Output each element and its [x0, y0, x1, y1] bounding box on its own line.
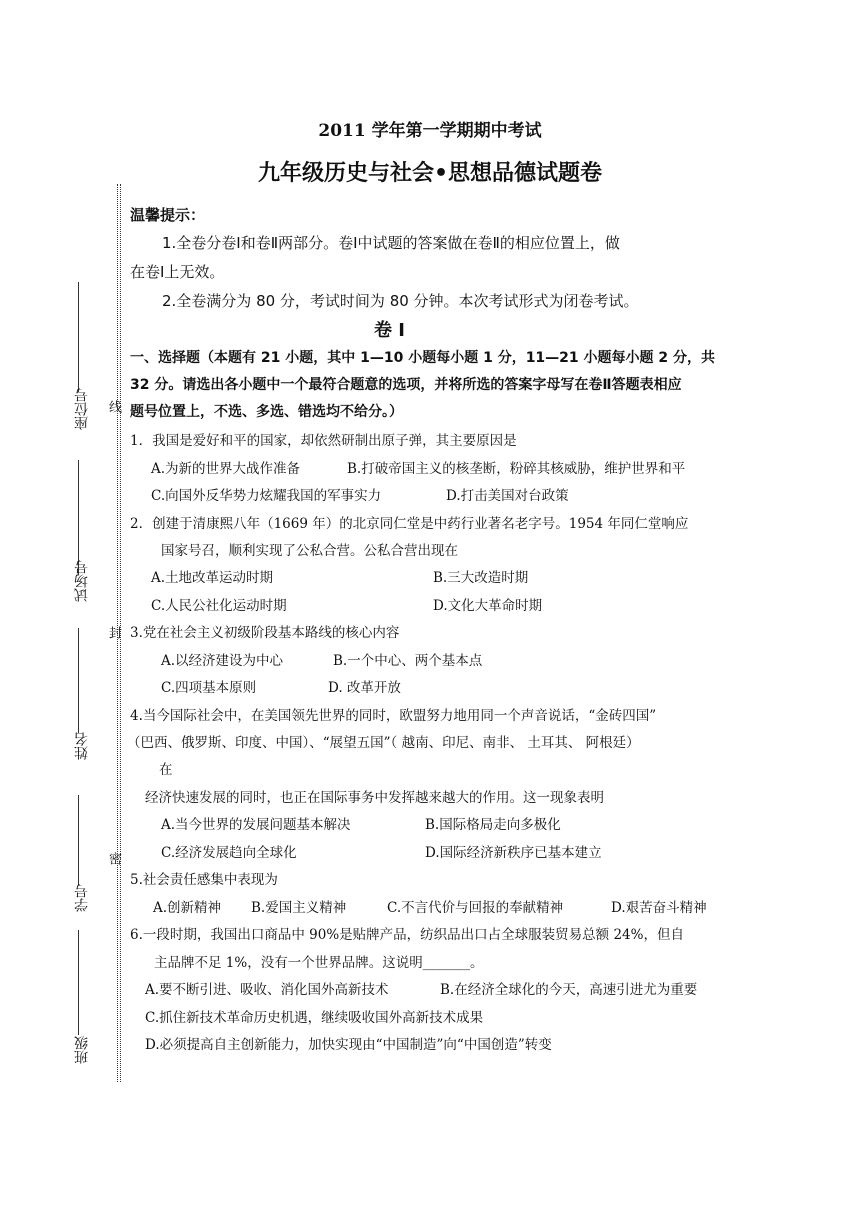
volume-heading: 卷 Ⅰ — [374, 320, 405, 341]
question-3-stem: 3.党在社会主义初级阶段基本路线的核心内容 — [130, 625, 400, 641]
question-4-option-c: C.经济发展趋向全球化 — [161, 845, 297, 861]
seat-number-blank[interactable] — [78, 282, 80, 392]
seat-number-label: 座位号 — [74, 388, 90, 430]
question-2-stem: 2．创建于清康熙八年（1669 年）的北京同仁堂是中药行业著名老字号。1954 年同仁堂响应 — [130, 516, 689, 532]
exam-title: 2011 学年第一学期期中考试 — [318, 121, 542, 141]
question-2-stem-cont: 国家号召，顺利实现了公私合营。公私合营出现在 — [161, 543, 458, 559]
question-3-option-b: B.一个中心、两个基本点 — [333, 653, 483, 669]
section-instructions-line-1: 一、选择题（本题有 21 小题，其中 1—10 小题每小题 1 分，11—21 小题每小题 2 分，共 — [130, 350, 716, 366]
question-6-option-c: C.抓住新技术革命历史机遇，继续吸收国外高新技术成果 — [145, 1010, 484, 1026]
question-1-option-b: B.打破帝国主义的核垄断，粉碎其核威胁，维护世界和平 — [347, 461, 686, 477]
question-6-option-a: A.要不断引进、吸收、消化国外高新技术 — [145, 982, 389, 998]
question-3-option-a: A.以经济建设为中心 — [161, 653, 284, 669]
question-4-option-a: A.当今世界的发展问题基本解决 — [161, 817, 351, 833]
binding-mark-seal: 封 — [106, 626, 121, 639]
notice-item-1-cont: 在卷Ⅰ上无效。 — [130, 263, 225, 281]
question-2-option-b: B.三大改造时期 — [433, 570, 529, 586]
room-number-blank[interactable] — [78, 460, 80, 575]
question-3-option-c: C.四项基本原则 — [161, 680, 257, 696]
question-5-option-c: C.不言代价与回报的奉献精神 — [387, 900, 564, 916]
question-4-stem: 4.当今国际社会中，在美国领先世界的同时，欧盟努力地用同一个声音说话，“金砖四国” — [130, 708, 657, 724]
question-6-stem-cont: 主品牌不足 1%，没有一个世界品牌。这说明_______。 — [154, 955, 484, 971]
paper-subtitle: 九年级历史与社会•思想品德试题卷 — [257, 161, 603, 186]
section-instructions-line-2: 32 分。请选出各小题中一个最符合题意的选项，并将所选的答案字母写在卷Ⅱ答题表相应 — [130, 377, 682, 393]
question-5-option-d: D.艰苦奋斗精神 — [611, 900, 707, 916]
question-4-option-b: B.国际格局走向多极化 — [425, 817, 561, 833]
question-4-stem-cont-2: 在 — [159, 762, 173, 778]
question-2-option-d: D.文化大革命时期 — [433, 598, 543, 614]
section-instructions-line-3: 题号位置上，不选、多选、错选均不给分。） — [130, 404, 403, 420]
question-4-stem-cont-3: 经济快速发展的同时，也正在国际事务中发挥越来越大的作用。这一现象表明 — [145, 790, 604, 806]
name-label: 姓名 — [74, 732, 90, 760]
question-4-option-d: D.国际经济新秩序已基本建立 — [425, 845, 602, 861]
question-3-option-d: D. 改革开放 — [328, 680, 401, 696]
question-2-option-a: A.土地改革运动时期 — [151, 570, 274, 586]
notice-item-2: 2.全卷满分为 80 分，考试时间为 80 分钟。本次考试形式为闭卷考试。 — [162, 292, 639, 310]
binding-mark-line: 线 — [106, 400, 121, 413]
question-6-stem: 6.一段时期，我国出口商品中 90%是贴牌产品，纺织品出口占全球服装贸易总额 24%，但自 — [130, 927, 684, 943]
class-label: 班级 — [74, 1036, 90, 1064]
question-1-stem: 1．我国是爱好和平的国家，却依然研制出原子弹，其主要原因是 — [130, 433, 517, 449]
student-id-label: 学号 — [74, 884, 90, 912]
question-6-option-d: D.必须提高自主创新能力，加快实现由“中国制造”向“中国创造”转变 — [145, 1037, 552, 1053]
question-4-stem-cont-1: （巴西、俄罗斯、印度、中国）、“展望五国”（ 越南、印尼、南非、 土耳其、 阿根廷） — [127, 735, 640, 751]
question-1-option-d: D.打击美国对台政策 — [446, 488, 569, 504]
name-blank[interactable] — [78, 628, 80, 733]
question-5-option-b: B.爱国主义精神 — [251, 900, 347, 916]
room-number-label: 试场号 — [74, 560, 90, 602]
notice-heading: 温馨提示： — [130, 206, 206, 224]
question-5-option-a: A.创新精神 — [153, 900, 222, 916]
student-id-blank[interactable] — [78, 795, 80, 885]
question-5-stem: 5.社会责任感集中表现为 — [130, 872, 278, 888]
binding-mark-secret: 密 — [106, 852, 121, 865]
question-6-option-b: B.在经济全球化的今天，高速引进尤为重要 — [440, 982, 698, 998]
notice-item-1: 1.全卷分卷Ⅰ和卷Ⅱ两部分。卷Ⅰ中试题的答案做在卷Ⅱ的相应位置上，做 — [162, 234, 620, 252]
class-blank[interactable] — [78, 930, 80, 1035]
question-2-option-c: C.人民公社化运动时期 — [151, 598, 287, 614]
question-1-option-a: A.为新的世界大战作准备 — [151, 461, 301, 477]
question-1-option-c: C.向国外反华势力炫耀我国的军事实力 — [151, 488, 382, 504]
